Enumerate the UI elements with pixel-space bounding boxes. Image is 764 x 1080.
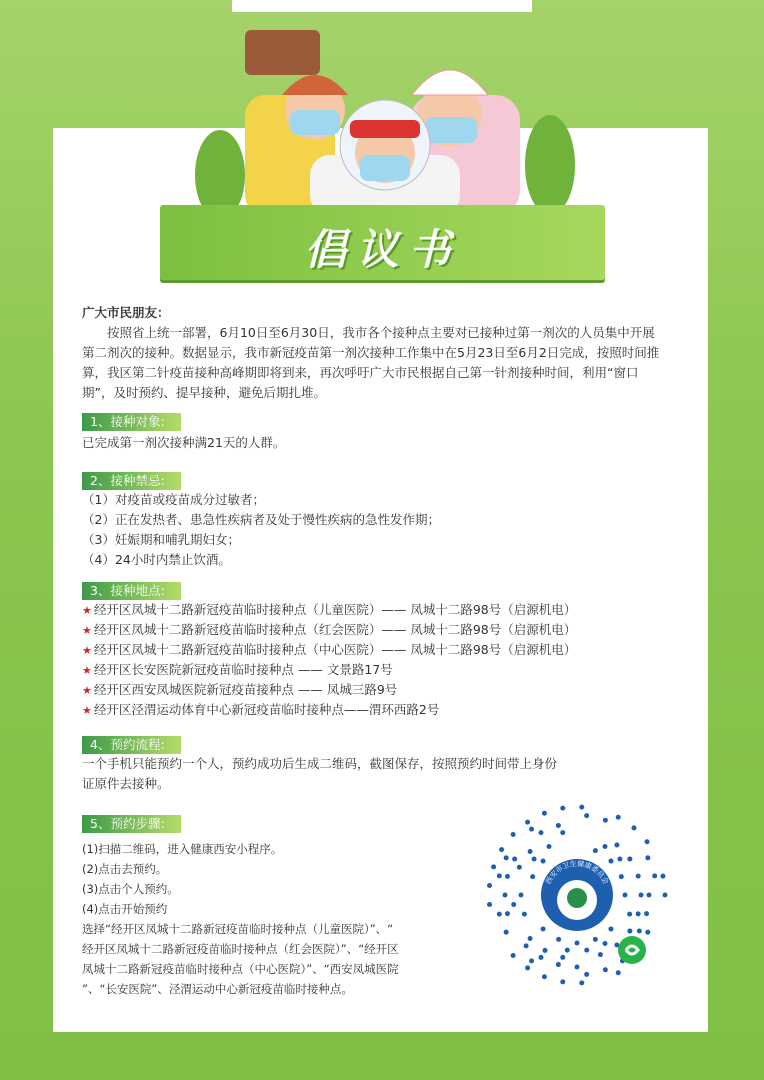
greeting: 广大市民朋友： [82,305,170,320]
star-icon: ★ [82,664,92,677]
qr-module [584,972,589,977]
qr-module [524,943,529,948]
qr-module [636,911,641,916]
qr-module [647,893,652,898]
qr-module [528,849,533,854]
qr-module [637,929,642,934]
location-item [82,680,397,701]
mini-program-qr-code[interactable] [482,800,672,990]
contraindication-item: （1）对疫苗或疫苗成分过敏者； [82,492,265,507]
qr-module [639,893,644,898]
qr-module [547,844,552,849]
location-item [82,600,576,621]
qr-module [623,893,628,898]
qr-module [617,857,622,862]
qr-module [644,911,649,916]
location-text: 经开区凤城十二路新冠疫苗临时接种点（中心医院）—— 凤城十二路98号（启源机电） [93,642,577,657]
qr-module [556,937,561,942]
location-item [82,660,393,681]
step-line: ”、“长安医院”、泾渭运动中心新冠疫苗临时接种点。 [82,982,353,996]
qr-module [652,873,657,878]
qr-module [575,965,580,970]
qr-module [579,980,584,985]
qr-module [504,855,509,860]
qr-module [560,806,565,811]
qr-module [542,811,547,816]
section-label-steps: 5、预约步骤: [82,815,181,833]
qr-module [511,953,516,958]
qr-module [565,948,570,953]
qr-module [505,874,510,879]
qr-module [491,864,496,869]
qr-module [541,859,546,864]
qr-module [511,902,516,907]
star-icon: ★ [82,604,92,617]
qr-module [663,893,668,898]
medical-workers-illustration [150,25,620,215]
location-text: 经开区泾渭运动体育中心新冠疫苗临时接种点——渭环西路2号 [93,702,440,717]
qr-module [505,911,510,916]
section-label-target: 1、接种对象: [82,413,181,431]
qr-module [636,874,641,879]
title-banner [160,205,605,280]
qr-module [645,855,650,860]
qr-module [530,874,535,879]
qr-module [584,813,589,818]
location-item [82,640,576,661]
qr-module [603,844,608,849]
process-line: 一个手机只能预约一个人，预约成功后生成二维码，截图保存，按照预约时间带上身份 [82,756,558,771]
star-icon: ★ [82,624,92,637]
section-label-process: 4、预约流程: [82,736,181,754]
qr-module [627,912,632,917]
qr-module [499,847,504,852]
qr-module [584,948,589,953]
qr-module [603,967,608,972]
contraindication-item: （3）妊娠期和哺乳期妇女； [82,532,240,547]
location-text: 经开区凤城十二路新冠疫苗临时接种点（红会医院）—— 凤城十二路98号（启源机电） [93,622,577,637]
step-line: (3)点击个人预约。 [82,882,179,896]
step-line: (1)扫描二维码，进入健康西安小程序。 [82,842,283,856]
section-label-locations: 3、接种地点: [82,582,181,600]
step-line: 经开区凤城十二路新冠疫苗临时接种点（红会医院）”、“经开区 [82,942,399,956]
location-text: 经开区长安医院新冠疫苗临时接种点 —— 文景路17号 [93,662,393,677]
qr-module [593,848,598,853]
qr-module [560,955,565,960]
qr-module [593,937,598,942]
qr-module [539,955,544,960]
intro-line: 按照省上统一部署，6月10日至6月30日，我市各个接种点主要对已接种过第一剂次的人员集中开展 [82,325,655,340]
qr-module [603,818,608,823]
step-line: (2)点击去预约。 [82,862,168,876]
qr-module [522,912,527,917]
step-line: (4)点击开始预约 [82,902,168,916]
qr-module [645,930,650,935]
intro-line: 第二剂次的接种。数据显示，我市新冠疫苗第一剂次接种工作集中在5月23日至6月2日完成，按照时间推 [82,345,660,360]
qr-module [616,970,621,975]
location-text: 经开区凤城十二路新冠疫苗临时接种点（儿童医院）—— 凤城十二路98号（启源机电） [93,602,577,617]
intro-line: 期”，及时预约、提早接种，避免后期扎堆。 [82,385,326,400]
qr-logo-text: 西安市卫生健康委员会 [544,859,610,886]
qr-module [487,902,492,907]
qr-module [660,874,665,879]
qr-module [517,865,522,870]
qr-module [528,936,533,941]
step-line: 选择“经开区凤城十二路新冠疫苗临时接种点（儿童医院）”、“ [82,922,394,936]
star-icon: ★ [82,684,92,697]
qr-module [608,926,613,931]
qr-module [487,883,492,888]
section-label-contraindications: 2、接种禁忌: [82,472,181,490]
qr-module [627,929,632,934]
qr-module [525,820,530,825]
qr-module [503,893,508,898]
star-icon: ★ [82,704,92,717]
target-line: 已完成第一剂次接种满21天的人群。 [82,435,286,450]
qr-module [579,805,584,810]
qr-module [575,941,580,946]
qr-module [529,958,534,963]
contraindication-item: （2）正在发热者、患急性疾病者及处于慢性疾病的急性发作期； [82,512,440,527]
qr-module [542,974,547,979]
qr-module [598,952,603,957]
qr-module [541,926,546,931]
qr-module [497,873,502,878]
qr-module [519,893,524,898]
top-strip [232,0,532,12]
qr-module [556,823,561,828]
location-text: 经开区西安凤城医院新冠疫苗接种点 —— 凤城三路9号 [93,682,398,697]
qr-module [497,912,502,917]
qr-module [603,941,608,946]
qr-module [512,857,517,862]
qr-module [614,842,619,847]
location-item [82,620,576,641]
contraindication-item: （4）24小时内禁止饮酒。 [82,552,231,567]
page-title: 倡议书 [304,225,461,274]
star-icon: ★ [82,644,92,657]
qr-module [616,815,621,820]
qr-module [511,832,516,837]
qr-module [532,857,537,862]
qr-module [539,830,544,835]
qr-module [608,859,613,864]
qr-module [504,930,509,935]
process-line: 证原件去接种。 [82,776,170,791]
location-item [82,700,439,721]
qr-module [619,874,624,879]
qr-module [529,827,534,832]
qr-module [556,962,561,967]
qr-module [645,839,650,844]
qr-module [627,856,632,861]
qr-module [560,830,565,835]
qr-module [543,948,548,953]
qr-module [631,825,636,830]
step-line: 凤城十二路新冠疫苗临时接种点（中心医院）”、“西安凤城医院 [82,962,399,976]
intro-line: 算，我区第二针疫苗接种高峰期即将到来，再次呼吁广大市民根据自己第一针剂接种时间，利用“窗口 [82,365,639,380]
qr-module [560,979,565,984]
qr-module [525,965,530,970]
